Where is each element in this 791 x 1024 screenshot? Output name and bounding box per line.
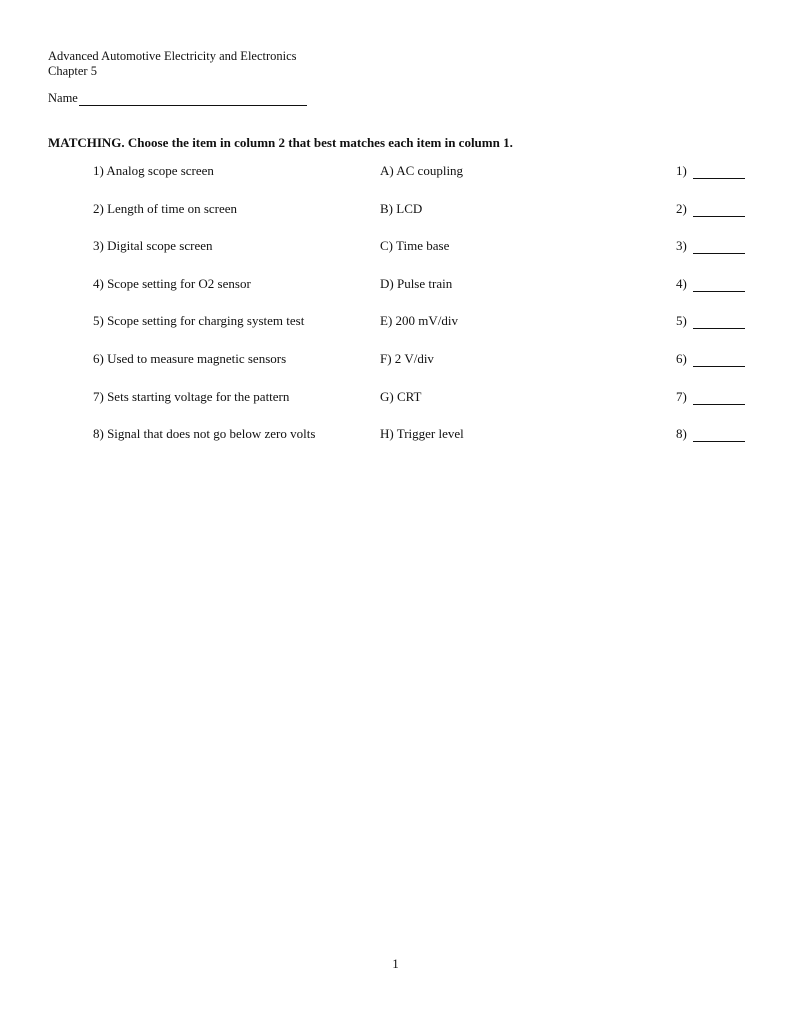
- column2-item: E) 200 mV/div: [380, 313, 458, 329]
- answer-number: 1): [676, 163, 687, 178]
- answer-field: [676, 426, 745, 442]
- column2-item: B) LCD: [380, 200, 423, 216]
- answer-field: [676, 238, 745, 254]
- answer-number: 8): [676, 426, 687, 442]
- column1-item: 3) Digital scope screen: [93, 238, 213, 254]
- answer-number: 2): [676, 200, 687, 216]
- column2-item: D) Pulse train: [380, 275, 453, 291]
- instructions: MATCHING. Choose the item in column 2 that best matches each item in column 1.: [48, 135, 513, 150]
- column1-item: 5) Scope setting for charging system test: [93, 313, 305, 329]
- answer-blank-line[interactable]: [693, 278, 745, 292]
- answer-number: 3): [676, 238, 687, 254]
- answer-field: [676, 313, 745, 329]
- answer-field: [676, 201, 745, 217]
- column1-item: 1) Analog scope screen: [93, 163, 214, 178]
- column1-item: 6) Used to measure magnetic sensors: [93, 350, 287, 366]
- name-label: Name: [48, 91, 78, 105]
- column2-item: A) AC coupling: [380, 163, 464, 178]
- answer-blank-line[interactable]: [693, 165, 745, 179]
- document-header: [48, 49, 297, 79]
- answer-number: 6): [676, 350, 687, 366]
- column2-item: F) 2 V/div: [380, 350, 434, 366]
- answer-blank-line[interactable]: [693, 428, 745, 442]
- answer-field: [676, 163, 745, 179]
- matching-row: [0, 348, 791, 386]
- matching-list: [0, 160, 791, 461]
- column1-item: 8) Signal that does not go below zero volts: [93, 426, 316, 442]
- matching-row: [0, 160, 791, 198]
- answer-blank-line[interactable]: [693, 391, 745, 405]
- column1-item: 2) Length of time on screen: [93, 200, 238, 216]
- answer-blank-line[interactable]: [693, 315, 745, 329]
- column2-item: G) CRT: [380, 388, 422, 404]
- matching-row: [0, 198, 791, 236]
- name-blank-line[interactable]: [79, 92, 307, 106]
- answer-field: [676, 389, 745, 405]
- matching-row: [0, 386, 791, 424]
- answer-blank-line[interactable]: [693, 203, 745, 217]
- column1-item: 4) Scope setting for O2 sensor: [93, 275, 251, 291]
- answer-number: 7): [676, 388, 687, 404]
- answer-field: [676, 351, 745, 367]
- matching-row: [0, 310, 791, 348]
- column2-item: C) Time base: [380, 238, 450, 254]
- column1-item: 7) Sets starting voltage for the pattern: [93, 388, 290, 404]
- column2-item: H) Trigger level: [380, 426, 464, 442]
- chapter-label: Chapter 5: [48, 64, 97, 78]
- page-number: 1: [392, 956, 399, 971]
- matching-row: [0, 423, 791, 461]
- answer-blank-line[interactable]: [693, 240, 745, 254]
- answer-blank-line[interactable]: [693, 353, 745, 367]
- course-title: Advanced Automotive Electricity and Electronics: [48, 49, 297, 63]
- answer-number: 5): [676, 313, 687, 329]
- name-field: [48, 91, 307, 106]
- matching-row: [0, 273, 791, 311]
- matching-row: [0, 235, 791, 273]
- answer-number: 4): [676, 275, 687, 291]
- answer-field: [676, 276, 745, 292]
